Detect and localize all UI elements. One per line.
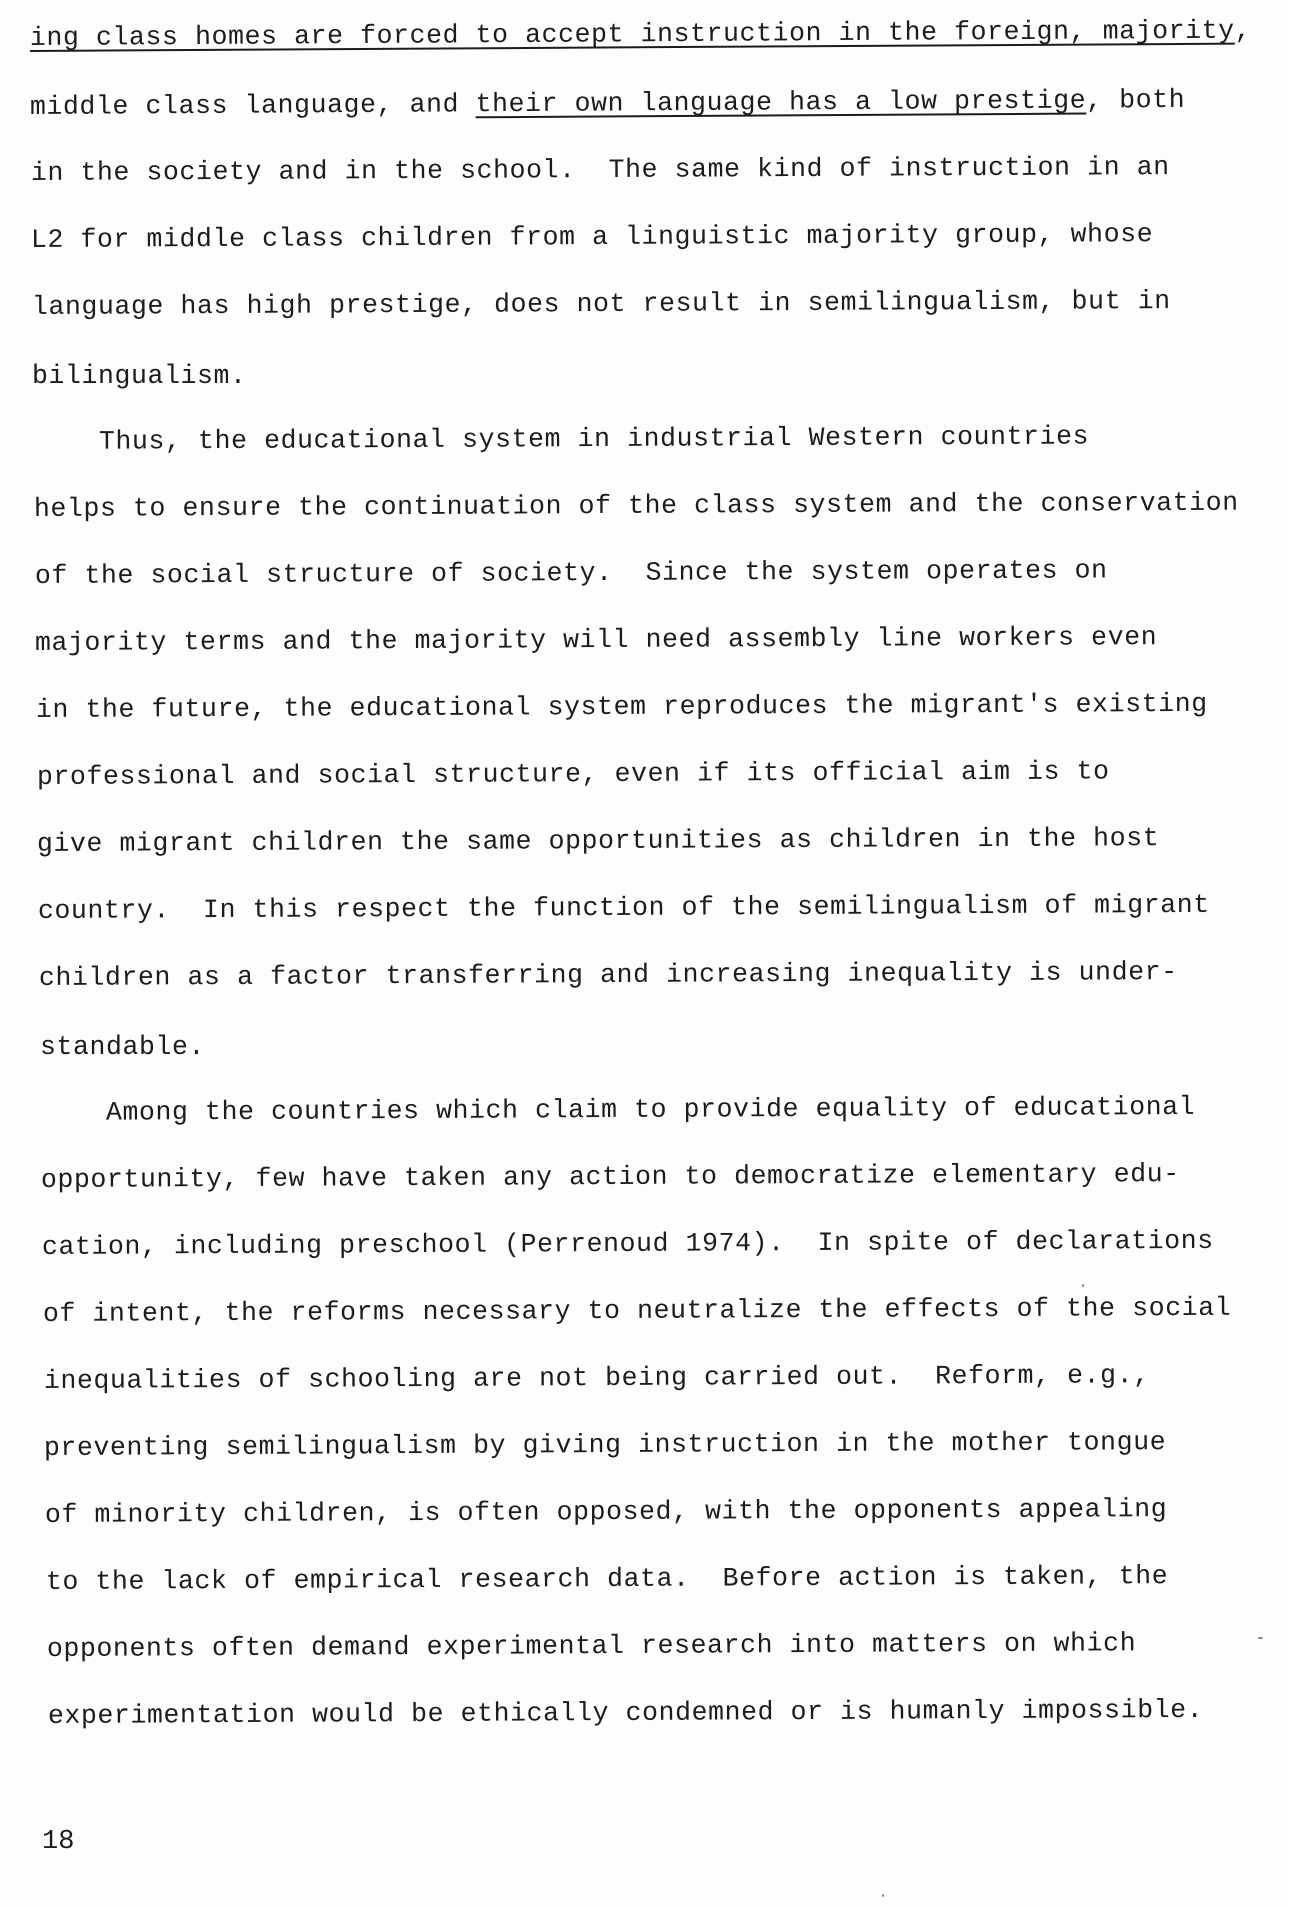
- text-line: L2 for middle class children from a linguistic majority group, whose: [30, 219, 1154, 255]
- text-line: opponents often demand experimental research into matters on which: [46, 1628, 1137, 1664]
- text-line: of minority children, is often opposed, with the opponents appealing: [44, 1494, 1168, 1530]
- text-line: preventing semilingualism by giving instruction in the mother tongue: [43, 1427, 1167, 1463]
- page-number: 18: [42, 1827, 75, 1857]
- text-fragment: middle class language, and: [29, 89, 476, 122]
- underlined-text: their own language has a low prestige: [475, 85, 1087, 120]
- text-line: of the social structure of society. Since the system operates on: [34, 555, 1108, 591]
- text-line: majority terms and the majority will need assembly line workers even: [34, 622, 1158, 658]
- scan-speck: [882, 1894, 884, 1897]
- text-line: of intent, the reforms necessary to neutralize the effects of the social: [42, 1292, 1232, 1329]
- text-line: [30, 84, 1185, 123]
- text-line: professional and social structure, even if its official aim is to: [36, 756, 1110, 792]
- text-line: experimentation would be ethically condemned or is humanly impossible.: [47, 1694, 1204, 1731]
- text-line: Among the countries which claim to provide equality of educational: [39, 1091, 1196, 1128]
- scan-speck: [1258, 1637, 1263, 1639]
- text-line: inequalities of schooling are not being carried out. Reform, e.g.,: [43, 1360, 1150, 1396]
- text-line: give migrant children the same opportunities as children in the host: [36, 823, 1160, 859]
- scan-speck: [1082, 1284, 1084, 1287]
- underlined-text: ing class homes are forced to accept instruction in the foreign, majority: [29, 15, 1235, 53]
- text-fragment: ,: [1234, 15, 1252, 46]
- text-line: cation, including preschool (Perrenoud 1974). In spite of declarations: [41, 1225, 1214, 1262]
- text-fragment: , both: [1086, 84, 1186, 116]
- text-line: standable.: [40, 1032, 206, 1062]
- text-line: [30, 15, 1251, 54]
- text-line: bilingualism.: [32, 361, 247, 391]
- text-line: Thus, the educational system in industrial Western countries: [32, 421, 1090, 457]
- text-line: in the future, the educational system reproduces the migrant's existing: [35, 688, 1208, 725]
- text-line: language has high prestige, does not result in semilingualism, but in: [31, 286, 1171, 322]
- text-line: country. In this respect the function of the semilingualism of migrant: [37, 889, 1210, 926]
- text-line: children as a factor transferring and increasing inequality is under-: [38, 957, 1178, 993]
- text-line: opportunity, few have taken any action to democratize elementary edu-: [40, 1159, 1180, 1195]
- text-line: helps to ensure the continuation of the class system and the conservation: [33, 487, 1239, 524]
- text-line: to the lack of empirical research data. Before action is taken, the: [45, 1561, 1169, 1597]
- text-line: in the society and in the school. The same kind of instruction in an: [30, 152, 1170, 188]
